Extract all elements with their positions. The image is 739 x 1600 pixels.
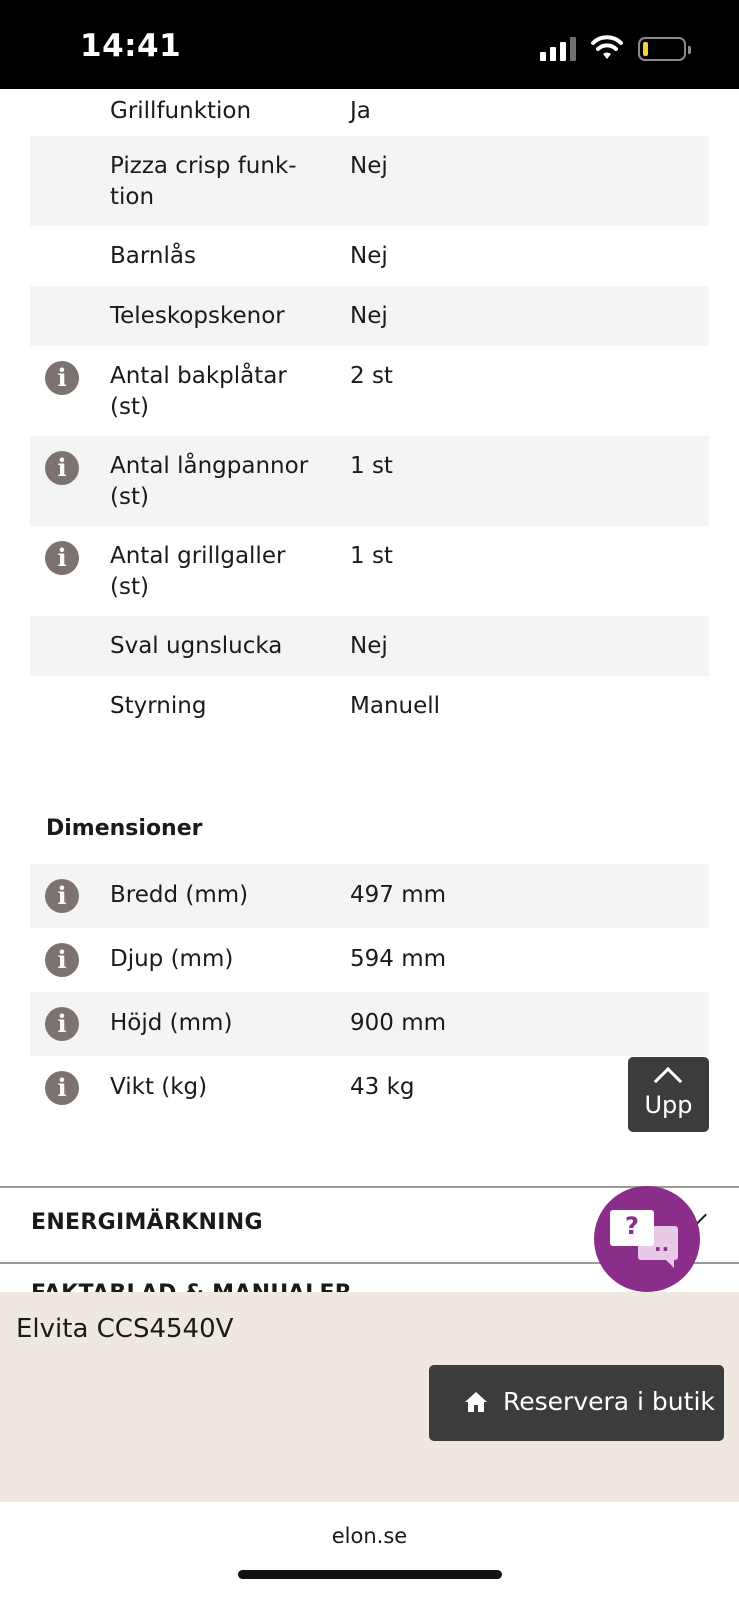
dimension-value: 43 kg xyxy=(350,1074,415,1100)
info-icon[interactable]: i xyxy=(45,361,79,395)
chat-question-mark: ? xyxy=(625,1212,639,1240)
spec-row xyxy=(30,616,709,676)
dimension-row xyxy=(30,992,709,1056)
spec-row xyxy=(30,286,709,346)
dimension-value: 900 mm xyxy=(350,1010,447,1036)
spec-table xyxy=(30,89,709,736)
home-indicator[interactable] xyxy=(238,1570,502,1579)
info-icon[interactable]: i xyxy=(45,879,79,913)
spec-row xyxy=(30,226,709,286)
spec-value: Nej xyxy=(350,153,388,179)
spec-value: Manuell xyxy=(350,693,441,719)
section-heading-dimensions: Dimensioner xyxy=(46,816,203,841)
spec-label: Antal grillgaller (st) xyxy=(110,543,286,600)
scroll-to-top-button[interactable] xyxy=(628,1057,709,1132)
wifi-icon xyxy=(591,35,623,61)
info-icon[interactable]: i xyxy=(45,1007,79,1041)
browser-address-bar[interactable] xyxy=(0,1502,739,1600)
spec-label: Barnlås xyxy=(110,243,196,269)
dimension-label: Bredd (mm) xyxy=(110,882,249,908)
info-icon[interactable]: i xyxy=(45,541,79,575)
spec-value: Nej xyxy=(350,243,388,269)
spec-label: Teleskopskenor xyxy=(110,303,285,329)
reserve-in-store-button[interactable] xyxy=(429,1365,724,1441)
battery-icon xyxy=(638,37,686,61)
dimension-value: 594 mm xyxy=(350,946,447,972)
status-time: 14:41 xyxy=(80,28,182,64)
scroll-to-top-label: Upp xyxy=(644,1091,693,1119)
spec-value: Nej xyxy=(350,633,388,659)
reserve-in-store-label: Reservera i butik xyxy=(503,1387,715,1416)
status-bar xyxy=(0,0,739,89)
spec-row xyxy=(30,81,709,136)
spec-value: 1 st xyxy=(350,453,393,479)
spec-value: 2 st xyxy=(350,363,393,389)
spec-value: Nej xyxy=(350,303,388,329)
info-icon[interactable]: i xyxy=(45,1071,79,1105)
spec-row xyxy=(30,436,709,526)
spec-value: 1 st xyxy=(350,543,393,569)
home-icon xyxy=(464,1390,488,1414)
chat-dots: .. xyxy=(654,1232,670,1256)
spec-row xyxy=(30,346,709,436)
dimension-row xyxy=(30,864,709,928)
spec-label: Antal bakplåtar (st) xyxy=(110,363,287,420)
dimension-row xyxy=(30,928,709,992)
info-icon[interactable]: i xyxy=(45,943,79,977)
spec-label: Sval ugnslucka xyxy=(110,633,283,659)
spec-row xyxy=(30,526,709,616)
dimension-row xyxy=(30,1056,709,1120)
accordion-energy-title: ENERGIMÄRKNING xyxy=(31,1210,263,1235)
url-text: elon.se xyxy=(331,1524,408,1548)
cellular-signal-icon xyxy=(540,37,578,61)
dimension-label: Djup (mm) xyxy=(110,946,234,972)
spec-label: Pizza crisp funk- tion xyxy=(110,153,297,210)
chat-question-bubble xyxy=(610,1210,654,1246)
spec-label: Grillfunktion xyxy=(110,98,252,124)
dimension-label: Vikt (kg) xyxy=(110,1074,208,1100)
dimensions-table xyxy=(30,864,709,1120)
chat-button[interactable] xyxy=(594,1186,700,1292)
spec-label: Styrning xyxy=(110,693,207,719)
sticky-product-bar xyxy=(0,1292,739,1502)
dimension-value: 497 mm xyxy=(350,882,447,908)
info-icon[interactable]: i xyxy=(45,451,79,485)
spec-value: Ja xyxy=(350,98,371,124)
spec-row xyxy=(30,676,709,736)
spec-row xyxy=(30,136,709,226)
dimension-label: Höjd (mm) xyxy=(110,1010,233,1036)
product-name: Elvita CCS4540V xyxy=(16,1314,234,1344)
spec-label: Antal långpannor (st) xyxy=(110,453,309,510)
